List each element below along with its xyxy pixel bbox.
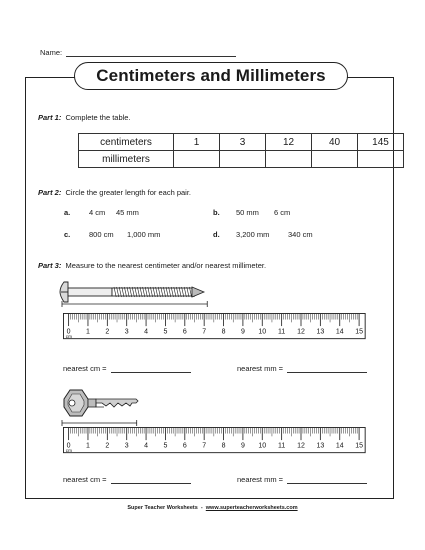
ruler-number-label: 0 bbox=[66, 328, 71, 336]
footer-url-link[interactable]: www.superteacherworksheets.com bbox=[205, 505, 298, 511]
mm-answer-cell[interactable] bbox=[174, 151, 220, 168]
table-row-cm bbox=[79, 134, 404, 151]
ruler-number-label: 13 bbox=[316, 442, 325, 450]
ruler-number-label: 6 bbox=[182, 442, 187, 450]
part1-heading bbox=[38, 113, 131, 122]
pair-a bbox=[64, 208, 70, 217]
ruler-number-label: 8 bbox=[221, 328, 226, 336]
ruler-unit-label: cm bbox=[65, 448, 73, 454]
ruler-number-label: 9 bbox=[240, 328, 245, 336]
ruler-unit-label: cm bbox=[65, 334, 73, 340]
nearest-mm-answer-line[interactable] bbox=[287, 475, 367, 484]
key-bow bbox=[64, 390, 88, 416]
pair-d bbox=[213, 230, 220, 239]
ruler-number-label: 7 bbox=[202, 328, 207, 336]
pair-letter: c. bbox=[64, 230, 71, 239]
conversion-table bbox=[78, 133, 404, 168]
mm-answer-cell[interactable] bbox=[266, 151, 312, 168]
screw-thread bbox=[112, 287, 194, 297]
pair-a-second[interactable]: 45 mm bbox=[116, 208, 139, 217]
mm-answer-cell[interactable] bbox=[312, 151, 358, 168]
ruler-bottom bbox=[54, 427, 380, 455]
screw-head bbox=[60, 282, 68, 302]
cm-cell: 12 bbox=[266, 134, 312, 151]
pair-b-second[interactable]: 6 cm bbox=[274, 208, 291, 217]
ruler-number-label: 13 bbox=[316, 328, 325, 336]
nearest-mm-label: nearest mm = bbox=[237, 475, 284, 484]
cm-cell: 3 bbox=[220, 134, 266, 151]
pair-b-first[interactable]: 50 mm bbox=[236, 208, 259, 217]
nearest-cm-label: nearest cm = bbox=[63, 364, 107, 373]
ruler-number-label: 12 bbox=[297, 328, 305, 336]
part2-heading bbox=[38, 188, 191, 197]
ruler-bottom-svg bbox=[54, 427, 380, 455]
ruler-number-label: 0 bbox=[66, 442, 71, 450]
answer-cm-1 bbox=[63, 364, 191, 373]
footer-brand: Super Teacher Worksheets bbox=[127, 505, 198, 511]
ruler-number-label: 10 bbox=[258, 328, 267, 336]
ruler-number-label: 6 bbox=[182, 328, 187, 336]
page-title-text: Centimeters and Millimeters bbox=[96, 66, 326, 85]
ruler-number-label: 11 bbox=[277, 442, 286, 450]
nearest-cm-answer-line[interactable] bbox=[111, 364, 191, 373]
ruler-number-label: 1 bbox=[86, 328, 90, 336]
ruler-number-label: 7 bbox=[202, 442, 207, 450]
nearest-mm-answer-line[interactable] bbox=[287, 364, 367, 373]
ruler-number-label: 15 bbox=[355, 442, 363, 450]
ruler-top-svg bbox=[54, 313, 380, 341]
mm-answer-cell[interactable] bbox=[220, 151, 266, 168]
key-blade bbox=[88, 399, 138, 407]
ruler-number-label: 1 bbox=[86, 442, 90, 450]
ruler-number-label: 2 bbox=[105, 442, 110, 450]
pair-c-first[interactable]: 800 cm bbox=[89, 230, 114, 239]
key-length-marker bbox=[60, 420, 160, 426]
ruler-number-label: 3 bbox=[124, 442, 129, 450]
ruler-number-label: 15 bbox=[355, 328, 363, 336]
ruler-number-label: 9 bbox=[240, 442, 245, 450]
name-row bbox=[40, 48, 236, 57]
cm-cell: 40 bbox=[312, 134, 358, 151]
answer-mm-2 bbox=[237, 475, 367, 484]
ruler-number-label: 5 bbox=[163, 328, 168, 336]
row-header-cm: centimeters bbox=[79, 134, 174, 151]
ruler-number-label: 14 bbox=[335, 442, 344, 450]
part1-label: Part 1: bbox=[38, 113, 62, 122]
screw-shank bbox=[68, 288, 112, 296]
pair-d-first[interactable]: 3,200 mm bbox=[236, 230, 270, 239]
pair-letter: d. bbox=[213, 230, 220, 239]
screw-tip bbox=[192, 287, 204, 297]
ruler-number-label: 14 bbox=[335, 328, 344, 336]
name-input-line[interactable] bbox=[66, 48, 236, 57]
row-header-mm: millimeters bbox=[79, 151, 174, 168]
ruler-number-label: 8 bbox=[221, 442, 226, 450]
nearest-cm-label: nearest cm = bbox=[63, 475, 107, 484]
part1-instruction: Complete the table. bbox=[65, 113, 131, 122]
part3-label: Part 3: bbox=[38, 261, 62, 270]
footer-separator: - bbox=[200, 505, 203, 511]
ruler-number-label: 12 bbox=[297, 442, 305, 450]
page-title bbox=[74, 62, 348, 90]
part2-instruction: Circle the greater length for each pair. bbox=[65, 188, 192, 197]
part3-heading bbox=[38, 261, 266, 270]
pair-letter: a. bbox=[64, 208, 71, 217]
ruler-number-label: 4 bbox=[144, 328, 149, 336]
cm-cell: 145 bbox=[358, 134, 404, 151]
table-row-mm bbox=[79, 151, 404, 168]
mm-answer-cell[interactable] bbox=[358, 151, 404, 168]
key-image bbox=[60, 385, 150, 425]
pair-c bbox=[64, 230, 70, 239]
ruler-top bbox=[54, 313, 380, 341]
pair-letter: b. bbox=[213, 208, 220, 217]
footer bbox=[0, 505, 425, 511]
pair-a-first[interactable]: 4 cm bbox=[89, 208, 106, 217]
pair-d-second[interactable]: 340 cm bbox=[288, 230, 313, 239]
pair-b bbox=[213, 208, 220, 217]
nearest-cm-answer-line[interactable] bbox=[111, 475, 191, 484]
ruler-number-label: 11 bbox=[277, 328, 286, 336]
nearest-mm-label: nearest mm = bbox=[237, 364, 284, 373]
ruler-number-label: 3 bbox=[124, 328, 129, 336]
name-label: Name: bbox=[40, 48, 63, 57]
ruler-number-label: 4 bbox=[144, 442, 149, 450]
cm-cell: 1 bbox=[174, 134, 220, 151]
ruler-number-label: 2 bbox=[105, 328, 110, 336]
ruler-number-label: 10 bbox=[258, 442, 267, 450]
pair-c-second[interactable]: 1,000 mm bbox=[127, 230, 161, 239]
screw-length-marker bbox=[60, 301, 210, 307]
part2-label: Part 2: bbox=[38, 188, 62, 197]
ruler-number-label: 5 bbox=[163, 442, 168, 450]
answer-cm-2 bbox=[63, 475, 191, 484]
answer-mm-1 bbox=[237, 364, 367, 373]
part3-instruction: Measure to the nearest centimeter and/or nearest millimeter. bbox=[65, 261, 267, 270]
